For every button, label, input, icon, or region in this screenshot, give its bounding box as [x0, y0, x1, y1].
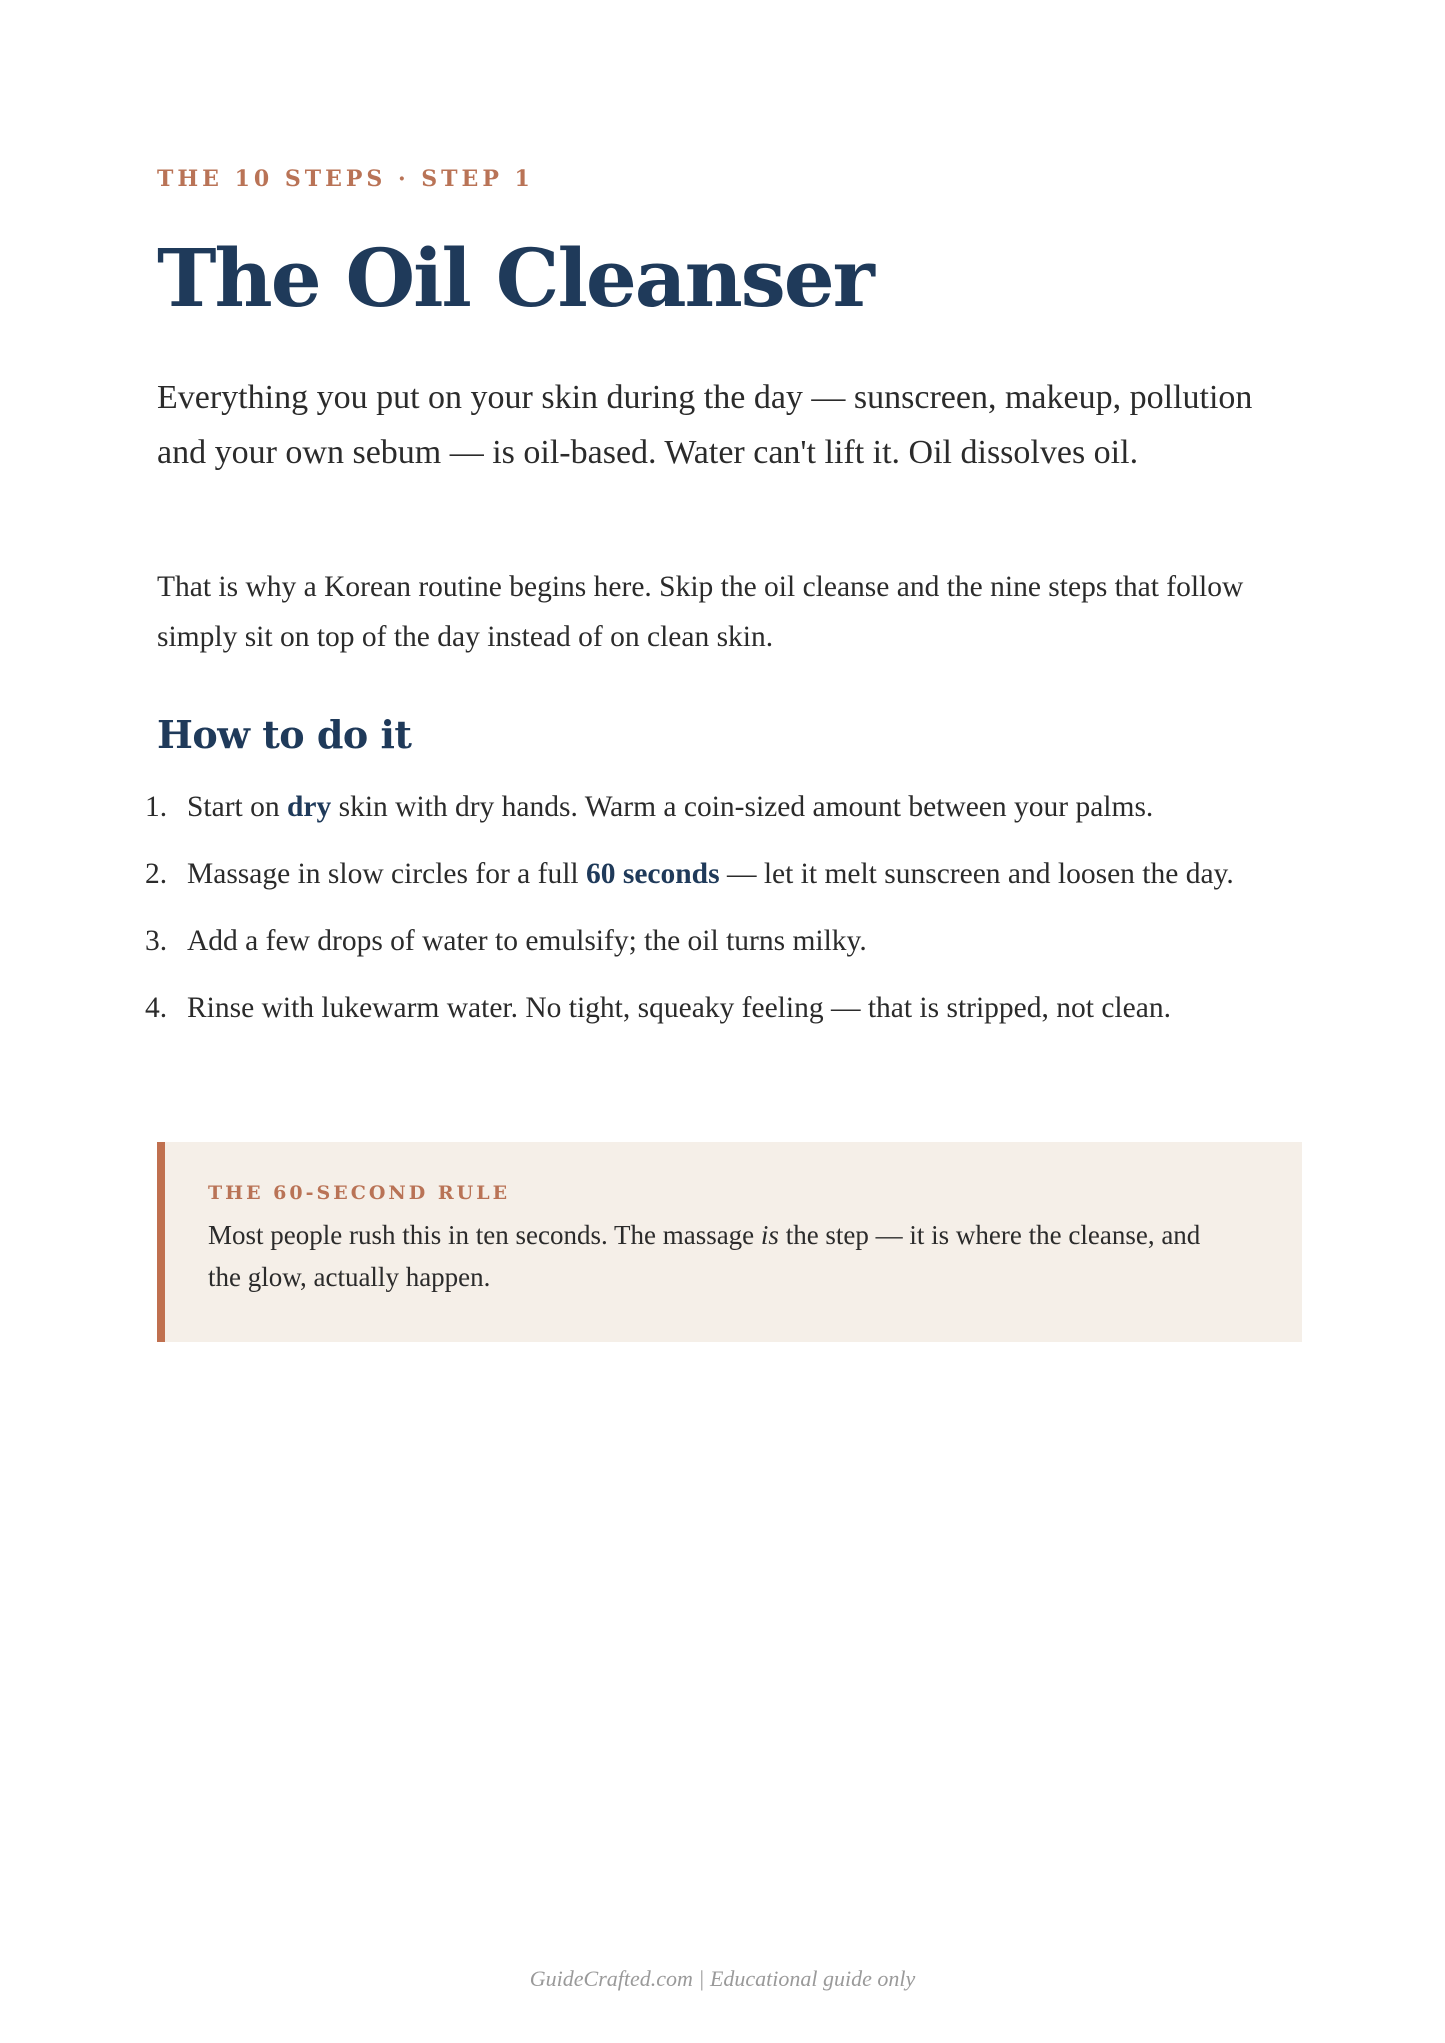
step-highlight: 60 seconds — [585, 858, 720, 890]
callout-emphasis: is — [760, 1220, 779, 1250]
step-number: 4. — [145, 992, 168, 1024]
lead-paragraph: Everything you put on your skin during the day — sunscreen, makeup, pollution and your own sebum — is oil-based. Water can't lift it. Oil dissolves oil. — [157, 379, 1253, 471]
step-number: 2. — [145, 858, 168, 890]
step-number: 1. — [145, 791, 168, 823]
step-number: 3. — [145, 925, 168, 957]
step-item-2 — [145, 850, 1317, 898]
step-text: Start on — [187, 791, 287, 823]
step-text: Massage in slow circles for a full — [187, 858, 586, 890]
step-text: — let it melt sunscreen and loosen the day. — [719, 858, 1234, 890]
callout-text — [208, 1214, 1208, 1298]
step-item-4 — [145, 984, 1317, 1032]
steps-list — [145, 783, 1317, 1051]
tip-callout — [157, 1142, 1302, 1342]
step-text: Rinse with lukewarm water. No tight, squeaky feeling — that is stripped, not clean. — [187, 992, 1171, 1024]
step-text: Add a few drops of water to emulsify; the oil turns milky. — [187, 925, 867, 957]
step-item-1 — [145, 783, 1317, 831]
step-eyebrow: THE 10 STEPS · STEP 1 — [157, 166, 534, 192]
callout-label: THE 60-SECOND RULE — [208, 1182, 511, 1204]
callout-text-part: the step — it is where the cleanse, and the glow, actually happen. — [208, 1220, 1201, 1292]
step-text: skin with dry hands. Warm a coin-sized amount between your palms. — [331, 791, 1154, 823]
page-footer: GuideCrafted.com | Educational guide only — [529, 1966, 916, 1991]
step-item-3 — [145, 917, 1317, 965]
body-paragraph: That is why a Korean routine begins here. Skip the oil cleanse and the nine steps that follow simply sit on top of the day instead of on clean skin. — [157, 571, 1244, 653]
step-highlight: dry — [286, 791, 332, 823]
callout-text-part: Most people rush this in ten seconds. The massage — [208, 1220, 761, 1250]
page-title: The Oil Cleanser — [157, 231, 873, 325]
section-heading-how-to: How to do it — [157, 712, 412, 757]
